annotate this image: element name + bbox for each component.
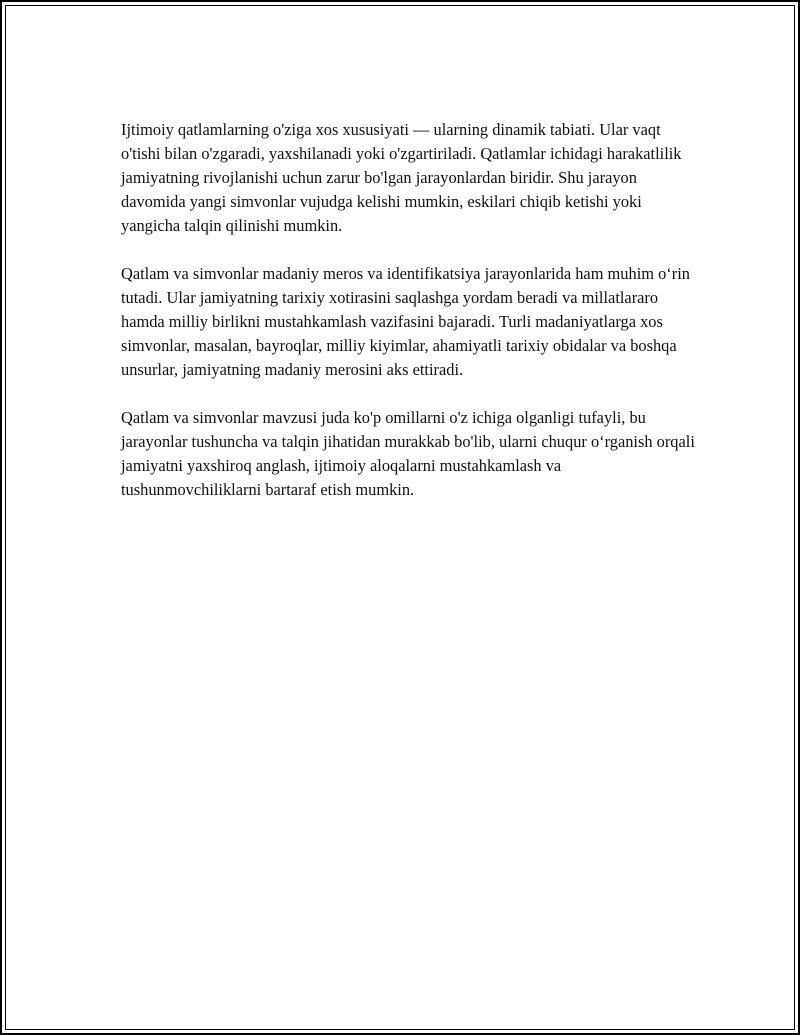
paragraph-1: Ijtimoiy qatlamlarning o'ziga xos xususiyati — ularning dinamik tabiati. Ular vaqt o'tishi bilan o'zgaradi, yaxshilanadi yoki o'zgartiriladi. Qatlamlar ichidagi harakatlilik jamiyatning rivojlanishi uchun zarur bo'lgan jarayonlardan biridir. Shu jarayon davomida yangi simvonlar vujudga kelishi mumkin, eskilari chiqib ketishi yoki yangicha talqin qilinishi mumkin. (121, 120, 682, 235)
paragraph-2: Qatlam va simvonlar madaniy meros va identifikatsiya jarayonlarida ham muhim oʻrin tutadi. Ular jamiyatning tarixiy xotirasini saqlashga yordam beradi va millatlararo hamda milliy birlikni mustahkamlash vazifasini bajaradi. Turli madaniyatlarga xos simvonlar, masalan, bayroqlar, milliy kiyimlar, ahamiyatli tarixiy obidalar va boshqa unsurlar, jamiyatning madaniy merosini aks ettiradi. (121, 264, 690, 379)
document-body (121, 118, 701, 526)
paragraph-3: Qatlam va simvonlar mavzusi juda ko'p omillarni o'z ichiga olganligi tufayli, bu jarayonlar tushuncha va talqin jihatidan murakkab bo'lib, ularni chuqur oʻrganish orqali jamiyatni yaxshiroq anglash, ijtimoiy aloqalarni mustahkamlash va tushunmovchiliklarni bartaraf etish mumkin. (121, 408, 695, 499)
